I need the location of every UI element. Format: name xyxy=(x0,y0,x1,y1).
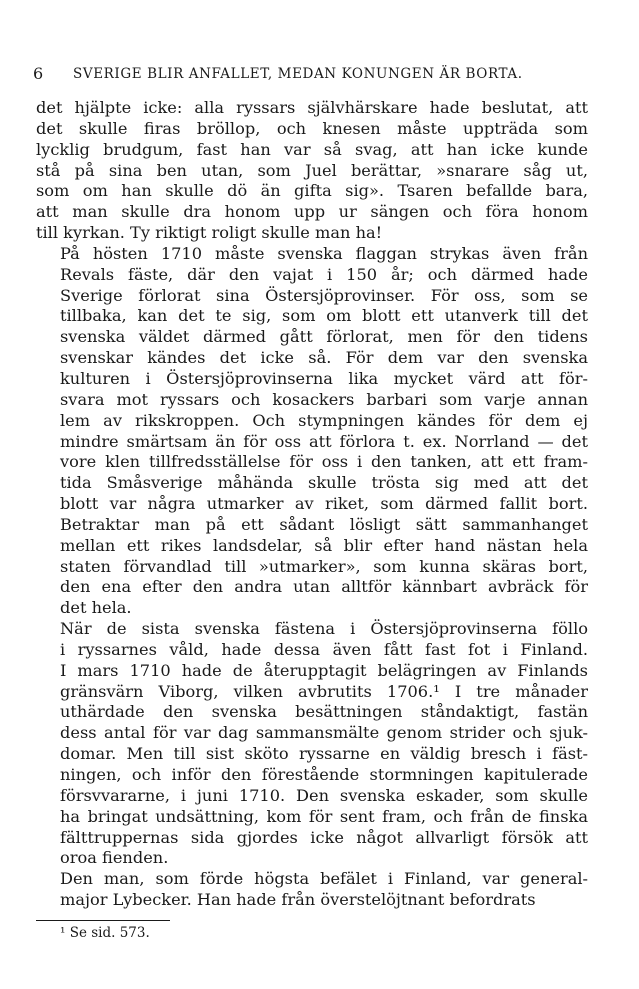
text-line: ha bringat undsättning, kom för sent fram, och från de finska xyxy=(60,806,588,826)
paragraph-1 xyxy=(36,98,588,244)
running-title: SVERIGE BLIR ANFALLET, MEDAN KONUNGEN ÄR BORTA. xyxy=(73,66,523,82)
footnote-rule xyxy=(36,920,170,921)
text-line: fälttruppernas sida gjordes icke något allvarligt försök att xyxy=(60,827,588,847)
text-line: kulturen i Östersjöprovinserna lika mycket värd att för- xyxy=(60,368,588,388)
text-line: den ena efter den andra utan alltför kännbart avbräck för xyxy=(60,577,588,597)
text-line: stå på sina ben utan, som Juel berättar, »snarare såg ut, xyxy=(36,160,588,180)
text-line: att man skulle dra honom upp ur sängen och föra honom xyxy=(36,202,588,222)
text-line: det hela. xyxy=(60,598,132,618)
footnote-text: Se sid. 573. xyxy=(69,925,150,941)
footnote-marker: ¹ xyxy=(60,925,66,941)
text-line: På hösten 1710 måste svenska flaggan strykas även från xyxy=(60,243,588,263)
text-line: Sverige förlorat sina Östersjöprovinser. För oss, som se xyxy=(60,285,588,305)
body-text xyxy=(36,98,588,911)
text-line: tillbaka, kan det te sig, som om blott ett utanverk till det xyxy=(60,306,588,326)
text-line: domar. Men till sist sköto ryssarne en väldig bresch i fäst- xyxy=(60,744,588,764)
text-line: Betraktar man på ett sådant lösligt sätt sammanhanget xyxy=(60,514,588,534)
text-line: det hjälpte icke: alla ryssars självhärskare hade beslutat, att xyxy=(36,98,588,117)
text-line: major Lybecker. Han hade från överstelöjtnant befordrats xyxy=(60,890,536,910)
text-line: lycklig brudgum, fast han var så svag, att han icke kunde xyxy=(36,139,588,159)
text-line: det skulle firas bröllop, och knesen måste uppträda som xyxy=(36,118,588,138)
paragraph-3 xyxy=(36,619,588,869)
text-line: som om han skulle dö än gifta sig». Tsaren befallde bara, xyxy=(36,181,588,201)
footnote xyxy=(60,925,150,941)
text-line: blott var några utmarker av riket, som därmed fallit bort. xyxy=(60,494,588,514)
text-line: försvvararne, i juni 1710. Den svenska eskader, som skulle xyxy=(60,785,588,805)
text-line: oroa fienden. xyxy=(60,848,169,868)
page-header xyxy=(33,64,587,86)
text-line: I mars 1710 hade de återupptagit belägringen av Finlands xyxy=(60,660,588,680)
text-line: svara mot ryssars och kosackers barbari som varje annan xyxy=(60,389,588,409)
text-line: lem av rikskroppen. Och stympningen kändes för dem ej xyxy=(60,410,588,430)
text-line: svenska väldet därmed gått förlorat, men för den tidens xyxy=(60,327,588,347)
text-line: till kyrkan. Ty riktigt roligt skulle man ha! xyxy=(36,223,383,243)
text-line: vore klen tillfredsställelse för oss i den tanken, att ett fram- xyxy=(60,452,588,472)
text-line: i ryssarnes våld, hade dessa även fått fast fot i Finland. xyxy=(60,639,588,659)
text-line: tida Småsverige måhända skulle trösta sig med att det xyxy=(60,473,588,493)
text-line: svenskar kändes det icke så. För dem var den svenska xyxy=(60,348,588,368)
text-line: Revals fäste, där den vajat i 150 år; och därmed hade xyxy=(60,264,588,284)
text-line: När de sista svenska fästena i Östersjöprovinserna föllo xyxy=(60,619,588,639)
page-number: 6 xyxy=(33,64,44,83)
text-line: uthärdade den svenska besättningen ståndaktigt, fastän xyxy=(60,702,588,722)
text-line: staten förvandlad till »utmarker», som kunna skäras bort, xyxy=(60,556,588,576)
paragraph-4 xyxy=(36,869,588,911)
text-line: mellan ett rikes landsdelar, så blir efter hand nästan hela xyxy=(60,535,588,555)
text-line: Den man, som förde högsta befälet i Finland, var general- xyxy=(60,869,588,889)
text-line: gränsvärn Viborg, vilken avbrutits 1706.¹ I tre månader xyxy=(60,681,588,701)
text-line: ningen, och inför den förestående stormningen kapitulerade xyxy=(60,765,588,784)
text-line: mindre smärtsam än för oss att förlora t. ex. Norrland — det xyxy=(60,431,588,451)
text-line: dess antal för var dag sammansmälte genom strider och sjuk- xyxy=(60,723,588,743)
paragraph-2 xyxy=(36,244,588,619)
